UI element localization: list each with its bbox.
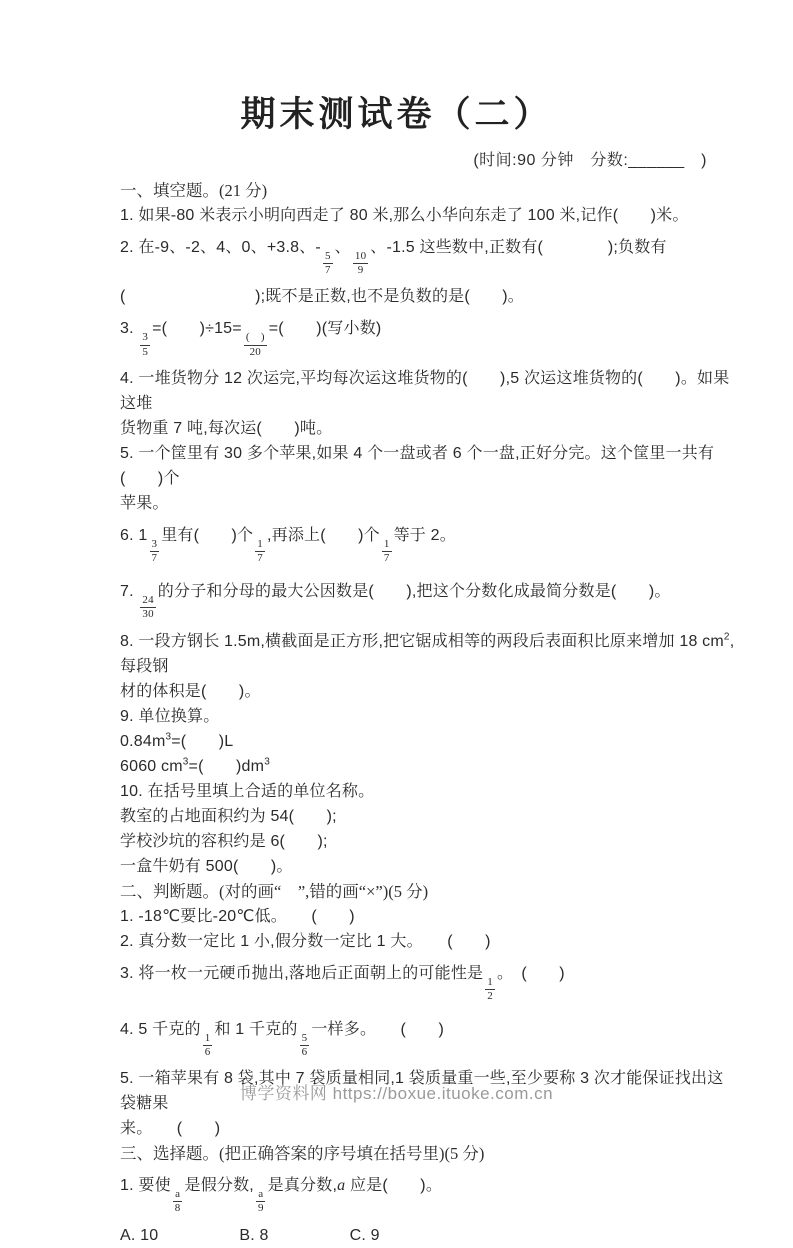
section-heading: 一、填空题。(21 分) xyxy=(120,181,268,200)
fraction: $\frac{1}{7}$ xyxy=(257,537,263,564)
question-line: 2. 真分数一定比 1 小,假分数一定比 1 大。 ( ) xyxy=(120,932,491,950)
question-line: $0.84m^3=$( )L xyxy=(120,731,234,750)
fraction: $\frac{a}{8}$ xyxy=(174,1188,181,1215)
question-line: 货物重 7 吨,每次运( )吨。 xyxy=(120,419,333,437)
question-line: 9. 单位换算。 xyxy=(120,707,220,725)
question-line: 5. 一箱苹果有 8 袋,其中 7 袋质量相同,1 袋质量重一些,至少要称 3 次才能保证找出这袋糖果 xyxy=(120,1070,724,1113)
fraction: $\frac{1}{7}$ xyxy=(383,537,390,564)
variable: a xyxy=(337,1177,346,1195)
section-heading: 二、判断题。(对的画“ ”,错的画“×”)(5 分) xyxy=(120,881,429,901)
question-line: 1. -18℃要比-20℃低。 ( ) xyxy=(120,907,355,925)
superscript: 3 xyxy=(264,756,270,768)
fraction: $\frac{a}{9}$ xyxy=(257,1188,264,1215)
fraction: $\frac{3}{5}$ xyxy=(142,331,149,358)
footer-watermark: 博学资料网 https://boxue.ituoke.com.cn xyxy=(239,1084,554,1103)
fraction: $\frac{3}{7}$ xyxy=(151,537,158,564)
question-line: 4. 5 千克的 $\frac{1}{6}$ 和 1 千克的 $\frac{5}{6}$ 一样多。 ( ) xyxy=(120,1020,445,1059)
page-title: 期末测试卷（二） xyxy=(240,95,553,134)
question-line: 6060 $cm^3=$( )$dm^3$ xyxy=(120,756,270,775)
question-line: 来。 ( ) xyxy=(120,1120,221,1138)
question-line: 苹果。 xyxy=(120,494,169,512)
question-line: 6. 1 $\frac{3}{7}$ 里有( )个 $\frac{1}{7}$ ,再添上( )个 $\frac{1}{7}$ 等于 2。 xyxy=(120,526,456,564)
section-heading: 三、选择题。(把正确答案的序号填在括号里)(5 分) xyxy=(120,1144,485,1164)
fraction: $\frac{( )}{20}$ xyxy=(245,331,265,358)
question-line: 8. 一段方钢长 1.5m,横截面是正方形,把它锯成相等的两段后表面积比原来增加 18 $cm^2$,每段钢 xyxy=(120,631,735,675)
question-line: 7. $\frac{24}{30}$ 的分子和分母的最大公因数是( ),把这个分数化成最简分数是( )。 xyxy=(120,583,671,621)
question-line: 学校沙坑的容积约是 6( ); xyxy=(120,832,328,850)
superscript: 3 xyxy=(182,756,189,768)
fraction: $\frac{5}{6}$ xyxy=(301,1031,308,1059)
question-line: 1. 如果-80 米表示小明向西走了 80 米,那么小华向东走了 100 米,记作( )米。 xyxy=(120,207,689,224)
question-line: 4. 一堆货物分 12 次运完,平均每次运这堆货物的( ),5 次运这堆货物的( )。如果这堆 xyxy=(120,369,730,412)
question-line: 3. 将一枚一元硬币抛出,落地后正面朝上的可能性是 $\frac{1}{2}$ 。 ( ) xyxy=(120,964,565,1002)
question-line: 一盒牛奶有 500( )。 xyxy=(120,857,293,875)
fraction: $\frac{1}{2}$ xyxy=(487,975,493,1002)
fraction: $\frac{1}{6}$ xyxy=(204,1031,211,1059)
exam-info-line: (时间:90 分钟 分数:______ ) xyxy=(473,152,707,169)
question-line: 教室的占地面积约为 54( ); xyxy=(120,807,337,825)
question-line: A. 10 B. 8 C. 9 xyxy=(120,1226,380,1244)
question-line: 5. 一个筐里有 30 多个苹果,如果 4 个一盘或者 6 个一盘,正好分完。这个筐里一共有( )个 xyxy=(120,444,715,487)
question-line: 10. 在括号里填上合适的单位名称。 xyxy=(120,782,375,800)
fraction: $\frac{10}{9}$ xyxy=(354,250,367,277)
superscript: 2 xyxy=(723,631,730,643)
question-section xyxy=(120,178,735,879)
question-line: 1. 要使 $\frac{a}{8}$ 是假分数, $\frac{a}{9}$ 是真分数,a 应是( )。 xyxy=(120,1177,443,1215)
question-line: ( );既不是正数,也不是负数的是( )。 xyxy=(120,288,525,306)
fraction: $\frac{5}{7}$ xyxy=(324,250,331,277)
question-line: 材的体积是( )。 xyxy=(120,682,261,700)
question-section xyxy=(120,1141,735,1247)
superscript: 3 xyxy=(165,731,172,743)
question-line: 2. 在-9、-2、4、0、+3.8、- $\frac{5}{7}$ 、 $\frac{10}{9}$ 、-1.5 这些数中,正数有( );负数有 xyxy=(120,239,667,277)
question-line: 3. $\frac{3}{5}$ =( )÷15= $\frac{( )}{20}$ =( )(写小数) xyxy=(120,320,382,358)
fraction: $\frac{24}{30}$ xyxy=(142,594,154,621)
